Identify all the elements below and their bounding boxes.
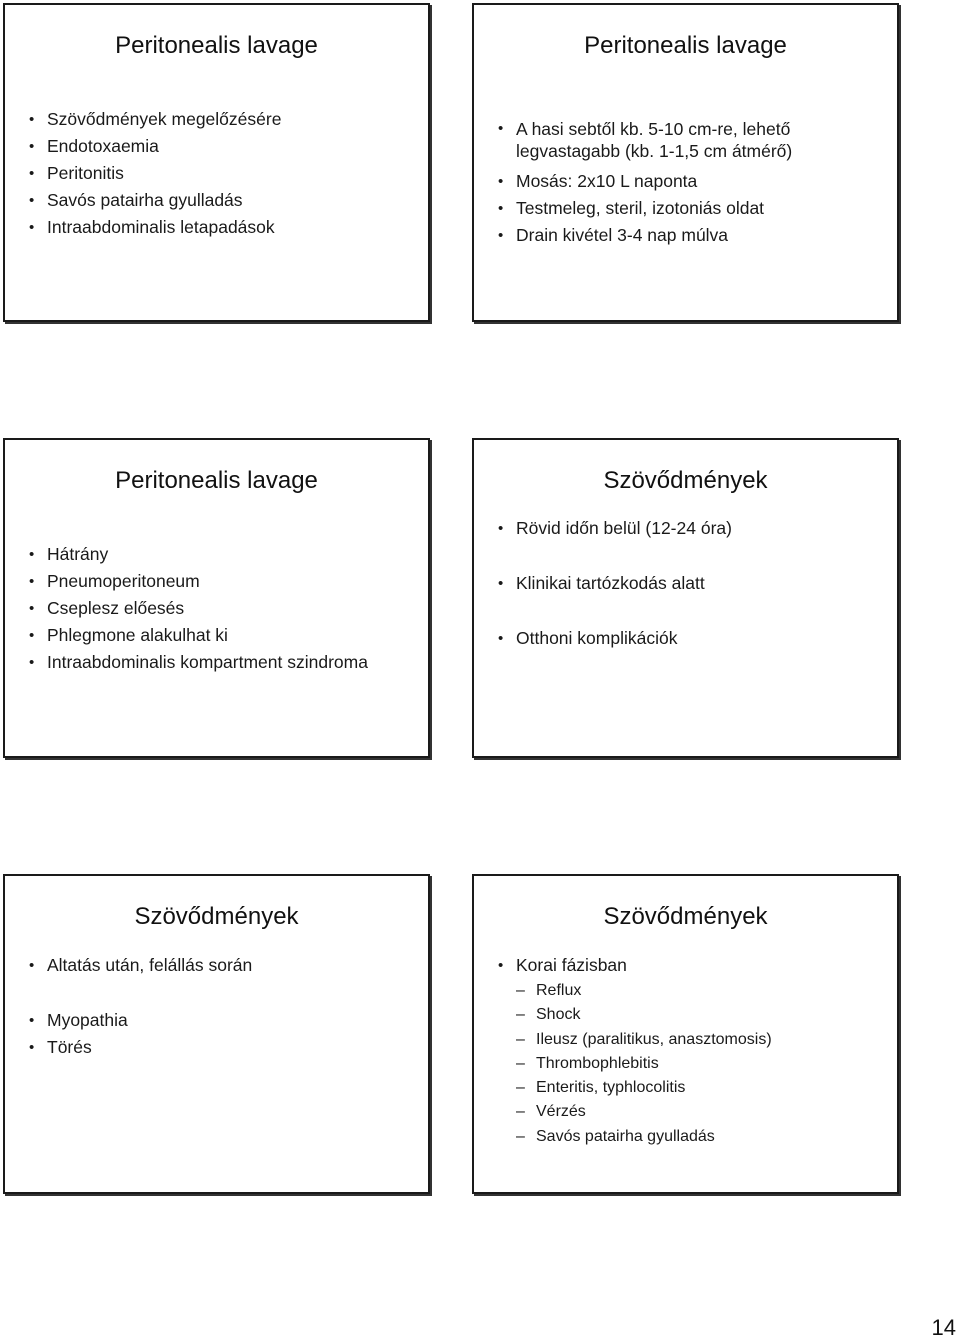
slide-title: Szövődmények	[134, 903, 299, 930]
bullet-item: • Cseplesz előesés	[29, 595, 424, 622]
bullet-item: • Mosás: 2x10 L naponta	[498, 168, 828, 195]
bullet-item: • Korai fázisban	[498, 952, 888, 979]
slide-4	[472, 438, 899, 758]
page-number: 14	[931, 1315, 956, 1340]
bullet-item: • Savós patairha gyulladás	[29, 187, 419, 214]
bullet-item: • Klinikai tartózkodás alatt	[498, 570, 888, 597]
sub-item: – Ileusz (paralitikus, anasztomosis)	[498, 1028, 888, 1052]
bullet-item: • Drain kivétel 3-4 nap múlva	[498, 222, 828, 249]
sub-item: – Savós patairha gyulladás	[498, 1125, 888, 1149]
bullet-list	[498, 118, 828, 249]
slide-title: Peritonealis lavage	[115, 467, 318, 494]
bullet-item: • Testmeleg, steril, izotoniás oldat	[498, 195, 828, 222]
bullet-item: • Endotoxaemia	[29, 133, 419, 160]
bullet-item: • Rövid időn belül (12-24 óra)	[498, 515, 888, 542]
bullet-item: • Intraabdominalis kompartment szindroma	[29, 649, 424, 676]
slide-title: Szövődmények	[603, 467, 768, 494]
bullet-item: • A hasi sebtől kb. 5-10 cm-re, lehető legvastagabb (kb. 1-1,5 cm átmérő)	[498, 118, 828, 162]
bullet-item: • Pneumoperitoneum	[29, 568, 424, 595]
slide-title: Peritonealis lavage	[115, 32, 318, 59]
bullet-item: • Otthoni komplikációk	[498, 625, 888, 652]
bullet-item: • Intraabdominalis letapadások	[29, 214, 419, 241]
bullet-list	[498, 952, 888, 979]
slide-1	[3, 3, 430, 322]
slide-5	[3, 874, 430, 1194]
slide-3	[3, 438, 430, 758]
bullet-list	[29, 541, 424, 676]
sub-item: – Thrombophlebitis	[498, 1052, 888, 1076]
bullet-item: • Szövődmények megelőzésére	[29, 106, 419, 133]
sub-item: – Enteritis, typhlocolitis	[498, 1076, 888, 1100]
bullet-item: • Phlegmone alakulhat ki	[29, 622, 424, 649]
bullet-item: • Hátrány	[29, 541, 424, 568]
sub-item: – Shock	[498, 1003, 888, 1027]
sub-item: – Vérzés	[498, 1100, 888, 1124]
slide-2	[472, 3, 899, 322]
bullet-item: • Myopathia	[29, 1007, 419, 1034]
bullet-item: • Peritonitis	[29, 160, 419, 187]
sub-bullet-list	[498, 979, 888, 1149]
bullet-list	[498, 515, 888, 652]
bullet-item: • Altatás után, felállás során	[29, 952, 419, 979]
slide-title: Szövődmények	[603, 903, 768, 930]
bullet-list	[29, 106, 419, 241]
bullet-list	[29, 952, 419, 1061]
slide-title: Peritonealis lavage	[584, 32, 787, 59]
bullet-item: • Törés	[29, 1034, 419, 1061]
sub-item: – Reflux	[498, 979, 888, 1003]
slide-6	[472, 874, 899, 1194]
